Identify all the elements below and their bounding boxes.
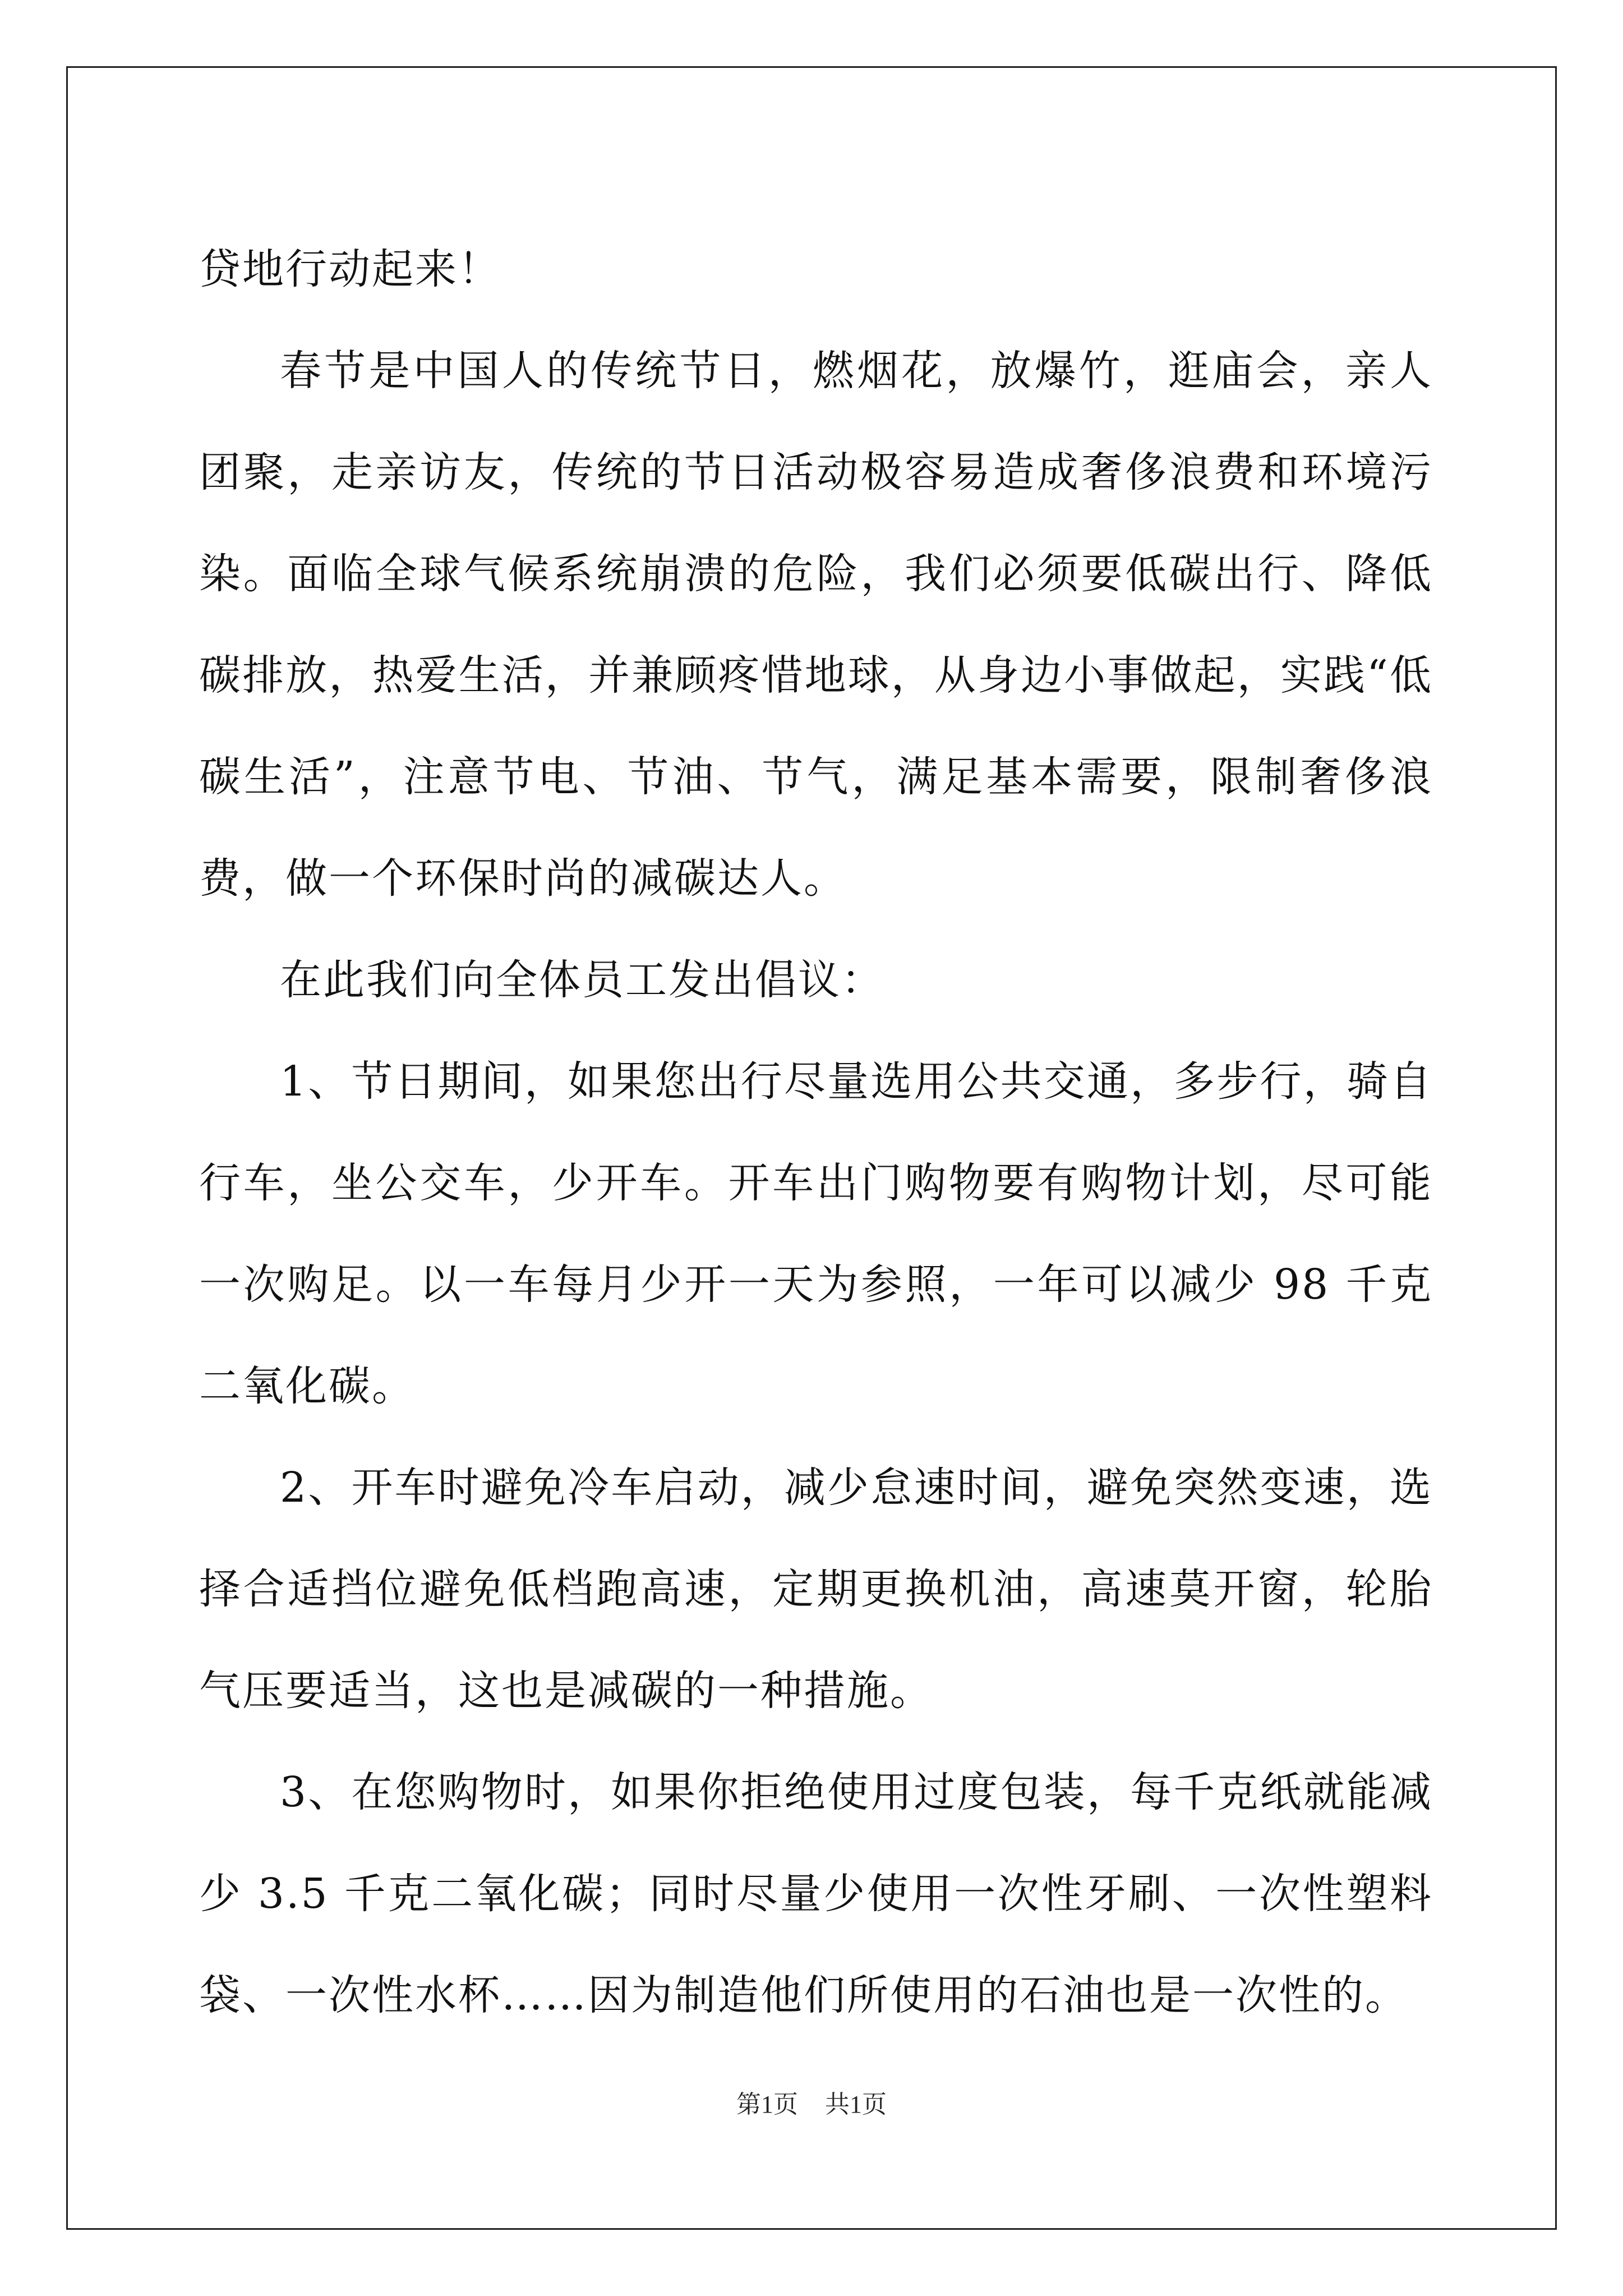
paragraph-item-3: 3、在您购物时，如果你拒绝使用过度包装，每千克纸就能减少 3.5 千克二氧化碳；同时尽量少使用一次性牙刷、一次性塑料袋、一次性水杯……因为制造他们所使用的石油也是一次性的。 [199, 1768, 1433, 2019]
paragraph-continuation: 贷地行动起来！ [199, 245, 501, 293]
page-total: 共1页 [825, 2091, 887, 2118]
paragraph-item-2: 2、开车时避免冷车启动，减少怠速时间，避免突然变速，选择合适挡位避免低档跑高速，定期更换机油，高速莫开窗，轮胎气压要适当，这也是减碳的一种措施。 [199, 1464, 1433, 1715]
page-number: 第1页 [736, 2091, 798, 2118]
document-body [199, 219, 1433, 2046]
paragraph-item-1: 1、节日期间，如果您出行尽量选用公共交通，多步行，骑自行车，坐公交车，少开车。开车出门购物要有购物计划，尽可能一次购足。以一车每月少开一天为参照，一年可以减少 98 千克二氧化碳。 [199, 1057, 1433, 1410]
page-footer [0, 2084, 1623, 2120]
paragraph-intro: 春节是中国人的传统节日，燃烟花，放爆竹，逛庙会，亲人团聚，走亲访友，传统的节日活动极容易造成奢侈浪费和环境污染。面临全球气候系统崩溃的危险，我们必须要低碳出行、降低碳排放，热爱生活，并兼顾疼惜地球，从身边小事做起，实践“低碳生活”，注意节电、节油、节气，满足基本需要，限制奢侈浪费，做一个环保时尚的减碳达人。 [199, 347, 1433, 903]
paragraph-proposal-heading: 在此我们向全体员工发出倡议： [280, 956, 884, 1004]
